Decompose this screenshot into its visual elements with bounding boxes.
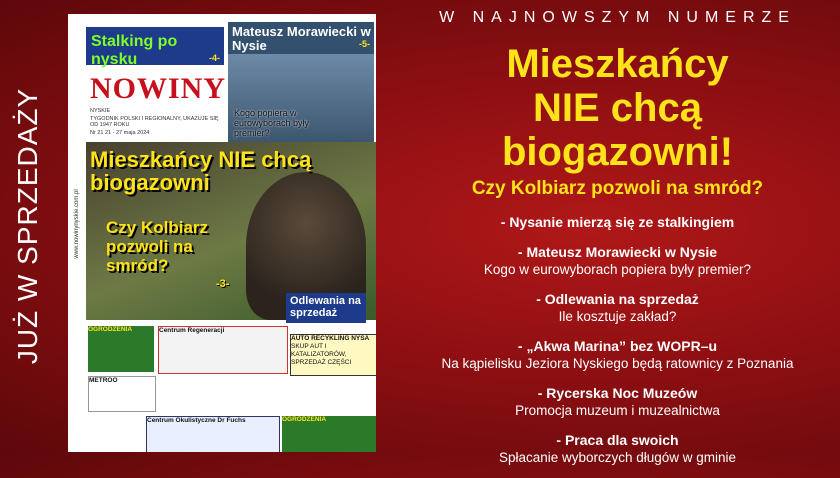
- article-item: [395, 337, 840, 384]
- cover-side-strip: [68, 14, 86, 452]
- article-title: - Nysanie mierzą się ze stalkingiem: [500, 214, 735, 230]
- article-desc: Ile kosztuje zakład?: [558, 309, 677, 324]
- cover-stalking-page: -4-: [209, 53, 220, 63]
- ad-recycling-sub: SKUP AUT I KATALIZATORÓW, SPRZEDAŻ CZĘŚCI: [291, 343, 352, 366]
- cover-morawiecki-title: Mateusz Morawiecki w Nysie: [232, 24, 371, 53]
- ad-ogrodzenia-2: [282, 416, 376, 452]
- article-desc: Kogo w eurowyborach popiera były premier?: [483, 262, 752, 277]
- side-banner: [0, 0, 56, 452]
- kicker: W NAJNOWSZYM NUMERZE: [439, 9, 796, 26]
- article-item: [395, 431, 840, 478]
- article-title: - Odlewania na sprzedaż: [536, 291, 699, 307]
- cover-logo: NOWINY: [90, 72, 227, 105]
- ad-ogrodzenia-title: OGRODZENIA: [88, 326, 133, 333]
- cover-morawiecki-caption: Kogo popiera w eurowyborach były premier?: [234, 108, 310, 138]
- cover-stalking-box: [86, 27, 224, 68]
- ad-centrum: [158, 326, 288, 374]
- ad-recycling-title: AUTO RECYKLING NYSA: [291, 335, 370, 342]
- ad-okulistyczne-title: Centrum Okulistyczne Dr Fuchs: [147, 417, 246, 424]
- newspaper-cover: [68, 14, 376, 452]
- cover-main-question: Czy Kolbiarz pozwoli na smród?: [106, 218, 209, 275]
- cover-side-url: www.nowinynyskie.com.pl: [74, 189, 80, 259]
- ad-metroo: [88, 376, 156, 412]
- cover-masthead: [90, 72, 227, 136]
- article-item: [395, 384, 840, 431]
- article-title: - Rycerska Noc Muzeów: [537, 385, 698, 401]
- promo-panel: [395, 0, 840, 465]
- article-item: [395, 290, 840, 337]
- cover-morawiecki-box: [228, 22, 374, 142]
- article-title: - Mateusz Morawiecki w Nysie: [517, 244, 718, 260]
- article-item: [395, 213, 840, 243]
- side-banner-text: JUŻ W SPRZEDAŻY: [12, 87, 43, 365]
- cover-logo-sub: NYSKIE: [90, 108, 111, 114]
- cover-issue: Nr 21 21 - 27 maja 2024: [90, 130, 150, 136]
- article-title: - Praca dla swoich: [556, 432, 679, 448]
- main-headline: [395, 42, 840, 174]
- article-desc: Spłacanie wyborczych długów w gminie: [498, 450, 737, 465]
- cover-stalking-title: Stalking po nysku: [91, 33, 178, 68]
- ad-metroo-title: METROO: [89, 377, 118, 384]
- headline-line-3: biogazowni!: [501, 130, 734, 174]
- headline-line-1: Mieszkańcy: [506, 42, 729, 86]
- cover-morawiecki-page: -5-: [359, 39, 370, 49]
- article-item: [395, 243, 840, 290]
- subheadline: Czy Kolbiarz pozwoli na smród?: [471, 178, 764, 199]
- ad-recycling: [290, 334, 376, 376]
- cover-odlewania-text: Odlewania na sprzedaż: [290, 295, 361, 319]
- ad-okulistyczne: [146, 416, 280, 452]
- headline-line-2: NIE chcą: [533, 86, 702, 130]
- article-title: - „Akwa Marina” bez WOPR–u: [517, 338, 718, 354]
- cover-main-page: -3-: [216, 278, 230, 290]
- cover-tagline: TYGODNIK POLSKI I REGIONALNY, UKAZUJE SIĘ OD 1947 ROKU: [90, 116, 219, 128]
- article-desc: Promocja muzeum i muzealnictwa: [515, 403, 720, 418]
- ad-ogrodzenia: [88, 326, 154, 372]
- ad-ogrodzenia-2-title: OGRODZENIA: [282, 416, 327, 423]
- article-desc: Na kąpielisku Jeziora Nyskiego będą ratownicy z Poznania: [441, 356, 794, 371]
- cover-odlewania-box: [286, 293, 366, 323]
- article-list: [395, 213, 840, 478]
- cover-main-headline: Mieszkańcy NIE chcą biogazowni: [90, 147, 312, 195]
- cover-ads: [86, 324, 376, 452]
- ad-centrum-title: Centrum Regeneracji: [159, 327, 225, 334]
